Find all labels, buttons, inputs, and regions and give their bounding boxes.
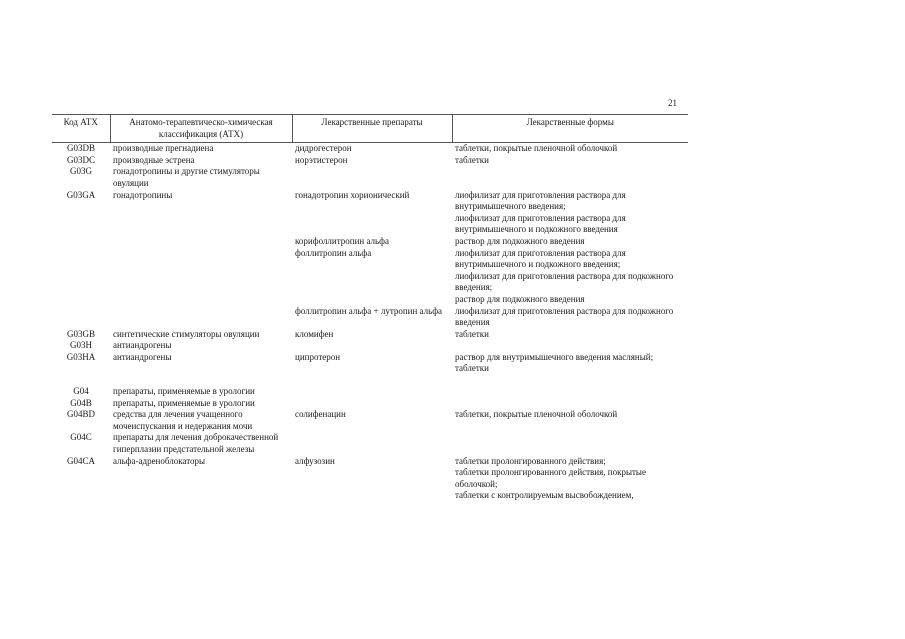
dosage-form-cell: таблетки, покрытые пленочной оболочкой bbox=[455, 409, 618, 420]
classification-cell: производные эстрена bbox=[113, 154, 195, 165]
drug-name-cell bbox=[292, 375, 452, 398]
table-row bbox=[52, 306, 688, 329]
classification-cell: антиандрогены bbox=[113, 351, 172, 362]
atc-drug-table bbox=[52, 114, 688, 502]
dosage-form-cell bbox=[452, 375, 688, 398]
classification-cell: препараты, применяемые в урологии bbox=[113, 397, 255, 408]
atc-code-cell: G04B bbox=[70, 397, 92, 408]
dosage-form-cell: раствор для внутримышечного введения масляный; таблетки bbox=[455, 351, 654, 374]
drug-name-cell: фоллитропин альфа + лутропин альфа bbox=[295, 305, 443, 316]
classification-cell: препараты, применяемые в урологии bbox=[113, 386, 255, 397]
header-code: Код АТХ bbox=[52, 115, 110, 143]
table-row bbox=[52, 248, 688, 306]
atc-code-cell: G03DB bbox=[66, 143, 95, 154]
dosage-form-cell: таблетки bbox=[455, 328, 490, 339]
table-row bbox=[52, 340, 688, 352]
atc-code-cell: G04CA bbox=[66, 455, 95, 466]
atc-code-cell: G03HA bbox=[66, 351, 96, 362]
dosage-form-cell bbox=[452, 166, 688, 189]
table-body bbox=[52, 143, 688, 502]
atc-code-cell: G04C bbox=[70, 432, 92, 443]
classification-cell bbox=[110, 306, 292, 329]
dosage-form-cell: лиофилизат для приготовления раствора для внутримышечного введения; лиофилизат для приготовления раствора для внутримышечного и подкожного введения bbox=[455, 189, 626, 235]
classification-cell: альфа-адреноблокаторы bbox=[113, 455, 206, 466]
atc-code-cell: G03GA bbox=[66, 189, 96, 200]
drug-name-cell: гонадотропин хорионический bbox=[295, 189, 410, 200]
table-row bbox=[52, 352, 688, 375]
classification-cell: гонадотропины и другие стимуляторы овуляции bbox=[113, 166, 260, 188]
dosage-form-cell: лиофилизат для приготовления раствора для подкожного введения bbox=[455, 305, 674, 328]
table-row bbox=[52, 456, 688, 502]
dosage-form-cell: таблетки пролонгированного действия; таблетки пролонгированного действия, покрытые оболочкой; таблетки с контролируемым высвобождением, bbox=[455, 455, 646, 501]
atc-code-cell bbox=[52, 306, 110, 329]
classification-cell: синтетические стимуляторы овуляции bbox=[113, 328, 260, 339]
classification-cell: гонадотропины bbox=[113, 189, 173, 200]
atc-code-cell: G04BD bbox=[66, 409, 95, 420]
table-row bbox=[52, 155, 688, 167]
table-row bbox=[52, 143, 688, 155]
classification-cell: препараты для лечения доброкачественной гиперплазии предстательной железы bbox=[113, 432, 279, 455]
dosage-form-cell bbox=[452, 398, 688, 410]
table-row bbox=[52, 329, 688, 341]
table-header-row bbox=[52, 115, 688, 143]
table-row bbox=[52, 398, 688, 410]
table-row bbox=[52, 236, 688, 248]
atc-code-cell: G04 bbox=[73, 386, 89, 397]
drug-name-cell: норэтистерон bbox=[295, 154, 348, 165]
dosage-form-cell: таблетки, покрытые пленочной оболочкой bbox=[455, 143, 618, 154]
drug-name-cell: ципротерон bbox=[295, 351, 341, 362]
dosage-form-cell bbox=[452, 340, 688, 352]
atc-code-cell: G03GB bbox=[66, 328, 95, 339]
drug-name-cell bbox=[292, 398, 452, 410]
dosage-form-cell: раствор для подкожного введения bbox=[455, 235, 585, 246]
drug-name-cell bbox=[292, 340, 452, 352]
dosage-form-cell bbox=[452, 432, 688, 455]
header-forms: Лекарственные формы bbox=[452, 115, 688, 143]
atc-code-cell: G03DC bbox=[66, 154, 95, 165]
drug-name-cell: корифоллитропин альфа bbox=[295, 235, 389, 246]
drug-name-cell: фоллитропин альфа bbox=[295, 247, 372, 258]
table-row bbox=[52, 375, 688, 398]
drug-name-cell bbox=[292, 432, 452, 455]
classification-cell: средства для лечения учащенного мочеиспускания и недержания мочи bbox=[113, 409, 253, 431]
classification-cell: производные прегнадиена bbox=[113, 143, 214, 154]
drug-name-cell: кломифен bbox=[295, 328, 334, 339]
table-row bbox=[52, 432, 688, 455]
atc-code-cell bbox=[52, 236, 110, 248]
table-row bbox=[52, 166, 688, 189]
header-classification: Анатомо-терапевтическо-химическая классификация (АТХ) bbox=[110, 115, 292, 143]
header-drugs: Лекарственные препараты bbox=[292, 115, 452, 143]
page-number: 21 bbox=[668, 98, 677, 108]
classification-cell bbox=[110, 248, 292, 306]
dosage-form-cell: таблетки bbox=[455, 154, 490, 165]
atc-code-cell: G03G bbox=[70, 166, 92, 177]
atc-code-cell: G03H bbox=[70, 340, 92, 351]
table-row bbox=[52, 409, 688, 432]
atc-code-cell bbox=[52, 248, 110, 306]
dosage-form-cell: лиофилизат для приготовления раствора для внутримышечного и подкожного введения; лиофилизат для приготовления раствора для подкожного введения; раствор для подкожного введения bbox=[455, 247, 674, 304]
drug-name-cell: алфузозин bbox=[295, 455, 335, 466]
table-row bbox=[52, 190, 688, 236]
classification-cell bbox=[110, 236, 292, 248]
drug-name-cell bbox=[292, 166, 452, 189]
drug-name-cell: солифенацин bbox=[295, 409, 346, 420]
classification-cell: антиандрогены bbox=[113, 340, 172, 351]
drug-name-cell: дидрогестерон bbox=[295, 143, 352, 154]
